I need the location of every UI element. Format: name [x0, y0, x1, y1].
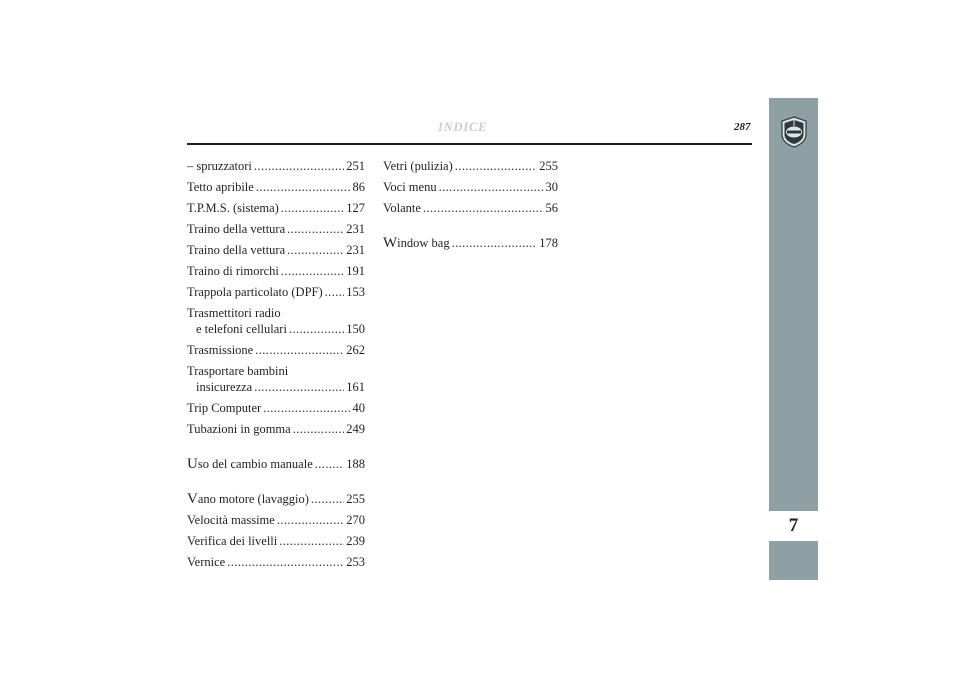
header-rule [187, 143, 752, 145]
page-number: 287 [734, 121, 751, 133]
index-entry: Trasmissione ..... 262 [187, 342, 365, 358]
index-entry: Trappola particolato (DPF) ..... 153 [187, 284, 365, 300]
index-entry: Voci menu ..... 30 [383, 179, 558, 195]
index-entry: Verifica dei livelli ..... 239 [187, 533, 365, 549]
index-entry: Trasmettitori radio e telefoni cellulari ..... 150 [187, 305, 365, 337]
index-entry: Traino di rimorchi ..... 191 [187, 263, 365, 279]
index-entry: – spruzzatori ..... 251 [187, 158, 365, 174]
chapter-number-box [769, 509, 818, 543]
index-entry: Tetto apribile ..... 86 [187, 179, 365, 195]
lancia-logo-icon [780, 116, 808, 148]
index-entry: Tubazioni in gomma ..... 249 [187, 421, 365, 437]
chapter-number: 7 [788, 515, 799, 536]
index-entry: Trip Computer ..... 40 [187, 400, 365, 416]
index-entry: Trasportare bambini insicurezza ..... 161 [187, 363, 365, 395]
index-entry: Volante ..... 56 [383, 200, 558, 216]
index-entry: Vano motore (lavaggio) ..... 255 [187, 491, 365, 507]
index-entry: Velocità massime ..... 270 [187, 512, 365, 528]
index-column-right [383, 158, 558, 256]
index-entry: Vernice ..... 253 [187, 554, 365, 570]
header-title: INDICE [438, 120, 488, 134]
index-entry: T.P.M.S. (sistema) ..... 127 [187, 200, 365, 216]
index-entry: Traino della vettura ..... 231 [187, 242, 365, 258]
index-column-left [187, 158, 365, 575]
index-entry: Traino della vettura ..... 231 [187, 221, 365, 237]
chapter-side-tab [769, 98, 818, 580]
index-entry: Window bag ..... 178 [383, 235, 558, 251]
index-entry: Vetri (pulizia) ..... 255 [383, 158, 558, 174]
index-entry: Uso del cambio manuale ..... 188 [187, 456, 365, 472]
